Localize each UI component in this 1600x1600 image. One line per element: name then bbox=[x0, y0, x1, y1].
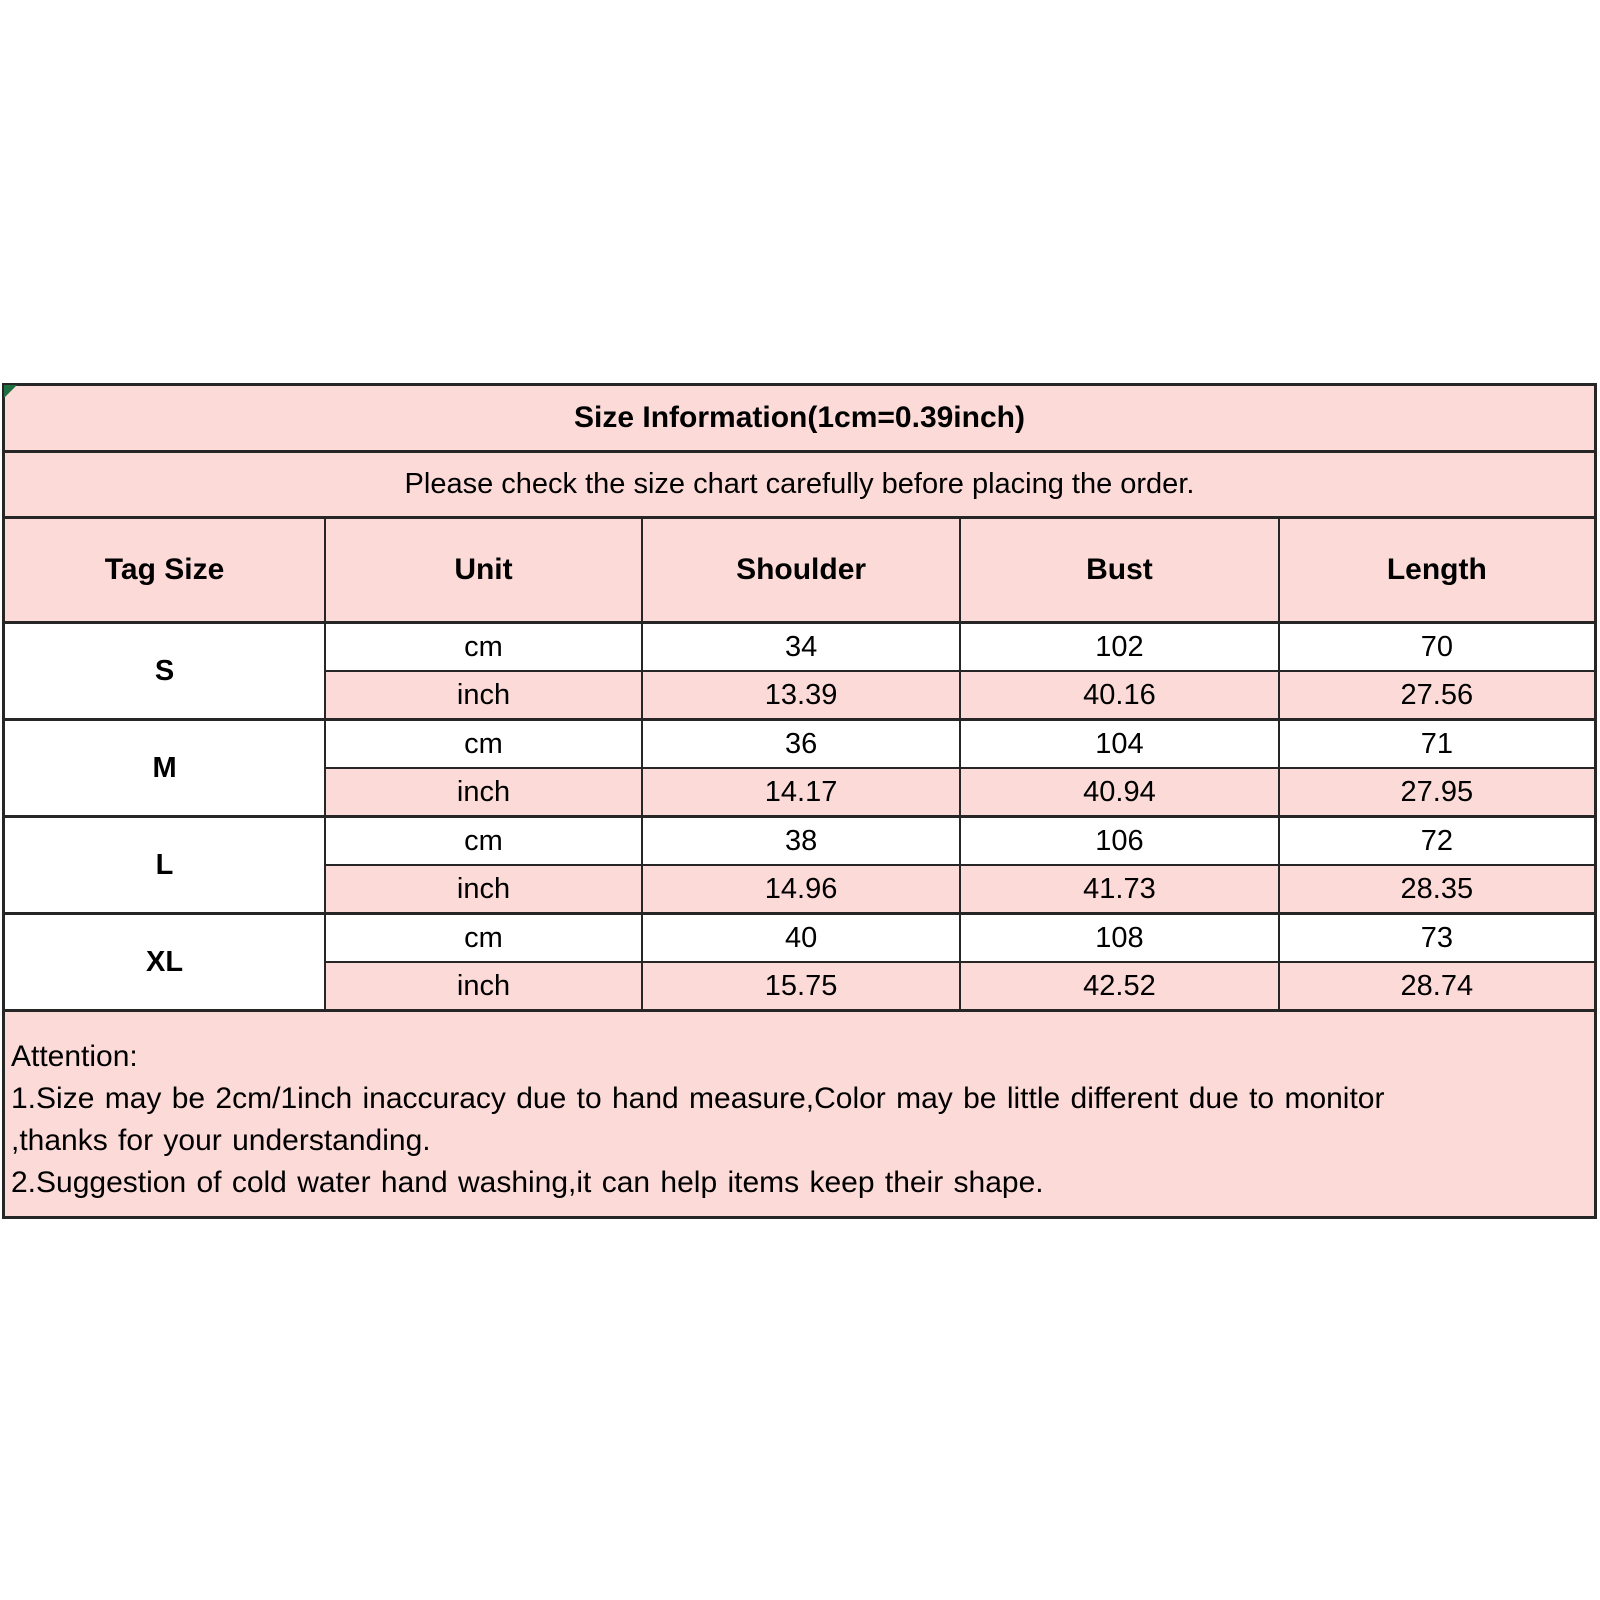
unit-label-cm: cm bbox=[325, 720, 642, 769]
value-cell: 13.39 bbox=[642, 671, 960, 720]
value-cell: 40 bbox=[642, 914, 960, 963]
tag-size-s: S bbox=[4, 623, 326, 720]
value-cell: 28.35 bbox=[1279, 865, 1596, 914]
value-cell: 71 bbox=[1279, 720, 1596, 769]
unit-label-cm: cm bbox=[325, 817, 642, 866]
value-cell: 41.73 bbox=[960, 865, 1278, 914]
chart-title: Size Information(1cm=0.39inch) bbox=[4, 385, 1596, 452]
size-row-l-cm bbox=[4, 817, 1596, 866]
value-cell: 102 bbox=[960, 623, 1278, 672]
title-row bbox=[4, 385, 1596, 452]
value-cell: 36 bbox=[642, 720, 960, 769]
value-cell: 108 bbox=[960, 914, 1278, 963]
unit-label-inch: inch bbox=[325, 671, 642, 720]
chart-subtitle: Please check the size chart carefully before placing the order. bbox=[4, 452, 1596, 518]
unit-label-inch: inch bbox=[325, 768, 642, 817]
attention-row bbox=[4, 1011, 1596, 1218]
value-cell: 27.95 bbox=[1279, 768, 1596, 817]
column-header-length: Length bbox=[1279, 518, 1596, 623]
column-header-row bbox=[4, 518, 1596, 623]
tag-size-l: L bbox=[4, 817, 326, 914]
tag-size-xl: XL bbox=[4, 914, 326, 1011]
column-header-shoulder: Shoulder bbox=[642, 518, 960, 623]
size-table bbox=[2, 383, 1597, 1219]
value-cell: 34 bbox=[642, 623, 960, 672]
value-cell: 40.16 bbox=[960, 671, 1278, 720]
value-cell: 40.94 bbox=[960, 768, 1278, 817]
attention-line-1-continued: ,thanks for your understanding. bbox=[11, 1124, 431, 1157]
value-cell: 42.52 bbox=[960, 962, 1278, 1011]
attention-heading: Attention: bbox=[11, 1040, 138, 1073]
column-header-bust: Bust bbox=[960, 518, 1278, 623]
size-row-m-cm bbox=[4, 720, 1596, 769]
excel-corner-marker-icon bbox=[4, 385, 17, 398]
unit-label-inch: inch bbox=[325, 865, 642, 914]
value-cell: 104 bbox=[960, 720, 1278, 769]
value-cell: 72 bbox=[1279, 817, 1596, 866]
unit-label-cm: cm bbox=[325, 623, 642, 672]
column-header-tag-size: Tag Size bbox=[4, 518, 326, 623]
value-cell: 27.56 bbox=[1279, 671, 1596, 720]
value-cell: 73 bbox=[1279, 914, 1596, 963]
attention-note bbox=[4, 1011, 1596, 1218]
unit-label-inch: inch bbox=[325, 962, 642, 1011]
value-cell: 70 bbox=[1279, 623, 1596, 672]
value-cell: 15.75 bbox=[642, 962, 960, 1011]
size-row-s-cm bbox=[4, 623, 1596, 672]
size-chart bbox=[2, 383, 1597, 1219]
value-cell: 38 bbox=[642, 817, 960, 866]
value-cell: 14.96 bbox=[642, 865, 960, 914]
value-cell: 28.74 bbox=[1279, 962, 1596, 1011]
attention-line-1: 1.Size may be 2cm/1inch inaccuracy due to hand measure,Color may be little different due to monitor bbox=[11, 1082, 1385, 1115]
tag-size-m: M bbox=[4, 720, 326, 817]
attention-line-2: 2.Suggestion of cold water hand washing,it can help items keep their shape. bbox=[11, 1166, 1044, 1199]
subtitle-row bbox=[4, 452, 1596, 518]
column-header-unit: Unit bbox=[325, 518, 642, 623]
unit-label-cm: cm bbox=[325, 914, 642, 963]
value-cell: 14.17 bbox=[642, 768, 960, 817]
size-row-xl-cm bbox=[4, 914, 1596, 963]
value-cell: 106 bbox=[960, 817, 1278, 866]
